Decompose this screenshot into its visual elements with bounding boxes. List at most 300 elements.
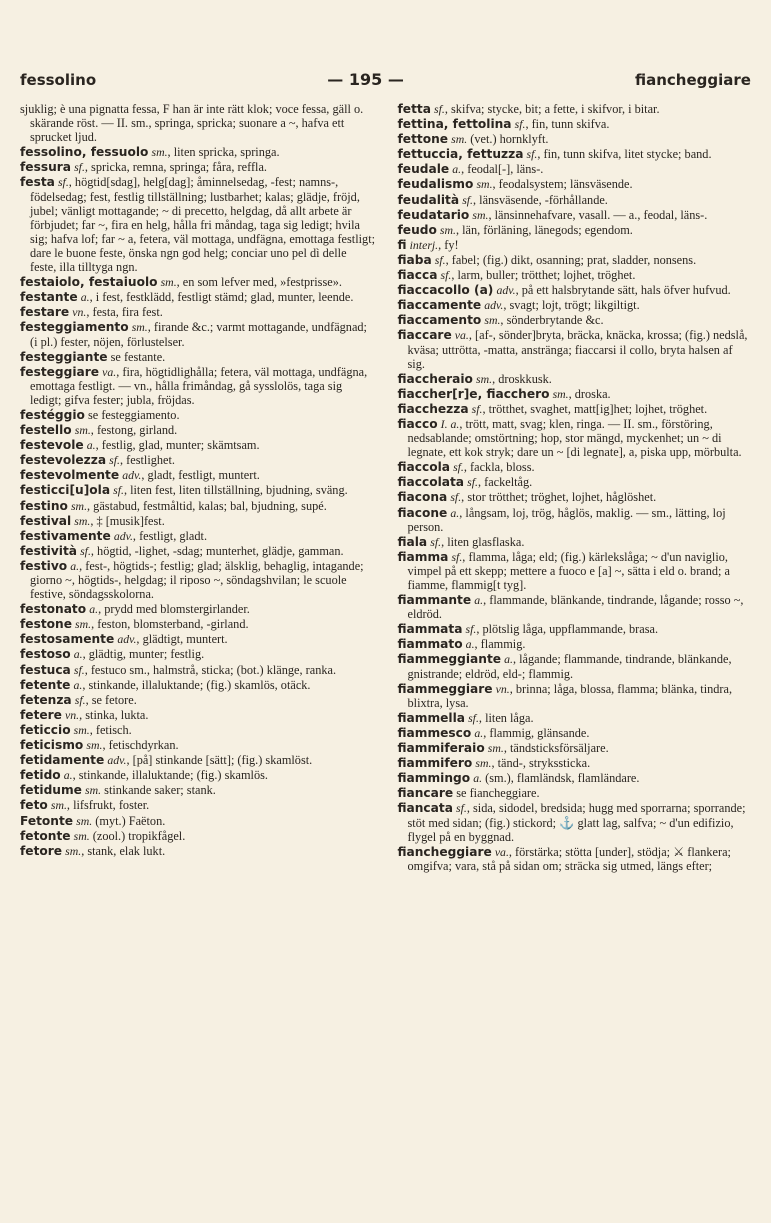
entry-definition: , feodalsystem; länsväsende. [492,177,633,192]
entry-definition: , brinna; låga, blossa, flamma; blänka, tindra, blixtra, lysa. [407,681,733,710]
entry-grammar: sf. [440,268,452,283]
entry-headword: fiaccamente [397,298,482,313]
dictionary-entry [398,801,754,843]
entry-grammar: sm. [476,177,493,192]
entry-headword: fiaccher[r]e, fiacchero [397,386,550,401]
page-number: — 195 — [327,70,404,89]
entry-grammar: sf. [468,710,479,725]
entry-definition: , feston, blomsterband, -girland. [91,617,249,632]
dictionary-entry [398,637,754,651]
entry-headword: fiammifero [397,756,473,771]
dictionary-entry [20,544,376,558]
entry-grammar: a. [89,602,99,617]
entry-headword: fiacca [397,268,438,283]
entry-definition: , stinkande, illaluktande; (fig.) skamlös. [72,768,268,783]
entry-definition: , liten glasflaska. [441,534,525,549]
dictionary-entry [398,223,754,237]
entry-grammar: va. [494,844,509,859]
dictionary-entry [20,275,376,289]
entry-definition: , länsinnehafvare, vasall. — a., feodal, läns-. [488,207,708,222]
entry-grammar: sm. [131,320,148,335]
entry-grammar: adv. [107,753,127,768]
entry-grammar: sf. [73,662,85,677]
entry-headword: fessolino, fessuolo [20,145,149,160]
entry-headword: festéggio [20,407,85,422]
entry-headword: fiaccola [397,460,450,475]
dictionary-entry [398,328,754,370]
entry-headword: festino [20,498,68,513]
entry-definition: , fackeltåg. [477,475,533,490]
entry-grammar: sm. [74,423,91,438]
dictionary-entry [20,738,376,752]
entry-grammar: sm. [50,798,67,813]
entry-headword: fiammeggiare [397,681,493,696]
dictionary-entry [398,268,754,282]
dictionary-entry [398,711,754,725]
entry-definition: , gästabud, festmåltid, kalas; bal, bjudning, supé. [87,498,327,513]
dictionary-entry [398,402,754,416]
dictionary-entry [20,844,376,858]
entry-definition: , fira, högtidlighålla; fetera, väl mottaga, undfägna, emottaga festligt. — vn., hålla frimåndag, gå sysslolös, taga sig ledigt; gifva fester; jubla, fröjdas. [30,364,368,407]
entry-definition: , firande &c.; varmt mottagande, undfägnad; (i pl.) fester, nöjen, förlustelser. [30,320,367,349]
entry-grammar: va. [454,328,469,343]
entry-grammar: a. [465,637,475,652]
entry-definition: , festong, girland. [90,423,178,438]
entry-headword: festevolezza [20,453,107,468]
dictionary-entry [398,253,754,267]
entry-headword: fiancata [397,801,453,816]
dictionary-entry [398,162,754,176]
entry-headword: fi [397,237,407,252]
entry-headword: festival [20,513,72,528]
entry-definition: , stank, elak lukt. [81,843,166,858]
dictionary-entry [20,829,376,843]
entry-grammar: sm. [65,843,82,858]
dictionary-entry [20,708,376,722]
entry-headword: fiaccacollo (a) [397,283,494,298]
entry-definition: , länsväsende, -förhållande. [473,192,608,207]
entry-headword: fiancheggiare [397,844,492,859]
entry-definition: , festligt, gladt. [132,528,208,543]
entry-grammar: sm. [151,145,168,160]
dictionary-entry [398,490,754,504]
entry-grammar: a. [474,725,484,740]
dictionary-entry [20,602,376,616]
entry-definition: , [af-, sönder]bryta, bräcka, knäcka, krossa; (fig.) nedslå, kväsa; uttrötta, -matta, anstränga; fiaccarsi il collo, bryta halsen af sig. [407,328,748,371]
entry-headword: feudatario [397,207,470,222]
entry-headword: festare [20,305,70,320]
dictionary-entry [398,313,754,327]
entry-definition: , i fest, festklädd, festligt stämd; glad, munter, leende. [89,290,354,305]
entry-definition: , på ett halsbrytande sätt, hals öfver hufvud. [515,283,731,298]
entry-headword: festante [20,290,78,305]
entry-definition: , sida, sidodel, bredsida; hugg med sporrarna; sporrande; stöt med sidan; (fig.) stickord; ⚓ glatt lag, salfva; ~ d'un edifizio, flygel på en byggnad. [407,801,746,844]
entry-grammar: adv. [496,283,516,298]
entry-headword: festosamente [20,632,115,647]
entry-headword: festivamente [20,528,111,543]
dictionary-entry [20,499,376,513]
entry-definition: , ‡ [musik]fest. [90,513,165,528]
entry-headword: fiaccamento [397,313,482,328]
dictionary-entry [20,617,376,631]
entry-grammar: interj. [409,237,439,252]
entry-grammar: sm. [439,222,456,237]
entry-definition: , lifsfrukt, foster. [66,798,150,813]
entry-grammar: a. [86,438,96,453]
entry-definition: , fest-, högtids-; festlig; glad; älsklig, behaglig, intagande; giorno ~, högtids-, helgdag; il riposo ~, söndagshvilan; le scuole festive, söndagsskolorna. [30,558,364,602]
entry-grammar: a. [73,677,83,692]
entry-grammar: sm. [70,498,88,513]
entry-definition: , en som lefver med, »festprisse». [176,275,342,290]
dictionary-entry [398,622,754,636]
entry-headword: festivo [20,558,68,573]
dictionary-entry [398,475,754,489]
entry-grammar: a. [80,290,90,305]
entry-grammar: adv. [484,298,504,313]
header-left-guideword: fessolino [20,71,97,89]
entry-headword: fiaccolata [397,475,465,490]
dictionary-entry [398,652,754,680]
dictionary-entry [398,741,754,755]
entry-headword: festonato [20,602,87,617]
dictionary-entry [398,177,754,191]
entry-headword: fiaba [397,252,432,267]
entry-headword: fiancare [397,786,454,801]
entry-definition: , flammig, glänsande. [483,725,590,740]
entry-headword: feudale [397,162,450,177]
entry-headword: fiammante [397,593,472,608]
entry-definition: sjuklig; è una pignatta fessa, F han är inte rätt klok; voce fessa, gäll o. skärande röst. — II. sm., springa, spricka; suonare a ~, hafva ett sprucket ljud. [20,102,364,145]
entry-grammar: sm. [85,783,102,798]
dictionary-entry [398,550,754,592]
dictionary-entry [20,350,376,364]
entry-grammar: sm. [86,738,103,753]
entry-headword: fetore [20,843,63,858]
entry-headword: fiammingo [397,771,471,786]
entry-definition: , fackla, bloss. [463,460,535,475]
entry-headword: festone [20,617,72,632]
entry-definition: , festlighet. [120,453,175,468]
dictionary-entry [20,632,376,646]
entry-headword: feticismo [20,738,84,753]
entry-grammar: sf. [526,147,538,162]
entry-grammar: sf. [471,401,483,416]
entry-grammar: adv. [113,528,133,543]
entry-headword: fiammata [397,622,463,637]
header-right-guideword: fiancheggiare [635,71,751,89]
dictionary-entry [20,529,376,543]
entry-definition: , fetischdyrkan. [102,738,179,753]
dictionary-entry [20,663,376,677]
entry-grammar: sm. [74,513,91,528]
entry-definition: (zool.) tropikfågel. [89,828,186,843]
dictionary-entry [398,726,754,740]
dictionary-entry [398,535,754,549]
columns [20,102,753,874]
entry-definition: , högtid[sdag], helg[dag]; åminnelsedag, -fest; namns-, födelsedag; fest, festlig tillställning; lustbarhet; kalas; glädje, fröjd, jubel; vänligt mottagande; ~ di precetto, helgdag, då allt arbete är förbjudet; far ~, fira en helg, hålla fri måndag, taga sig ledigt; hvila sig; hafva lof; far ~ a, fetera, väl mottaga, undfägna, emottaga festligt; dare le buone feste, önska ngn god helg; conciar uno pel dì delle feste, illa tilltyga ngn. [30,175,376,275]
dictionary-entry [20,160,376,174]
entry-grammar: sf. [109,453,120,468]
entry-definition: , liten spricka, springa. [167,145,280,160]
entry-grammar: sm. [73,828,90,843]
entry-definition: , fin, tunn skifva. [525,117,610,132]
entry-definition: , glädtigt, muntert. [136,632,228,647]
entry-grammar: sm. [73,722,90,737]
entry-grammar: a. [450,505,460,520]
entry-definition: , larm, buller; trötthet; lojhet, tröghet. [451,268,636,283]
dictionary-entry [20,320,376,348]
dictionary-entry [398,283,754,297]
dictionary-entry [20,453,376,467]
entry-headword: festevole [20,438,84,453]
dictionary-entry [398,193,754,207]
entry-headword: fiacco [397,416,438,431]
entry-grammar: sm. [484,313,501,328]
entry-grammar: a. [504,652,513,667]
entry-headword: fiammesco [397,725,472,740]
dictionary-entry [398,682,754,710]
entry-grammar: adv. [117,632,137,647]
dictionary-entry [20,783,376,797]
entry-grammar: va. [102,364,117,379]
entry-grammar: sm. [475,756,492,771]
entry-definition: , flammig. [474,637,526,652]
entry-definition: , lågande; flammande, tindrande, blänkande, gnistrande; eldröd, eld-; flammig. [407,652,732,681]
entry-definition: , skifva; stycke, bit; a fette, i skifvor, i bitar. [444,102,660,116]
dictionary-entry [398,208,754,222]
entry-grammar: a. [474,593,484,608]
dictionary-entry [20,798,376,812]
entry-definition: , trött, matt, svag; klen, ringa. — II. sm., förstöring, nedsablande; omstörtning; hop, stor mängd, myckenhet; un ~ di legnate, ett kok stryk; dare un ~ [di legnate], a, piska upp, mörbulta. [407,416,742,460]
entry-headword: feticcio [20,722,71,737]
entry-definition: , långsam, loj, trög, håglös, maklig. — sm., lätting, loj person. [407,505,726,534]
entry-headword: fiammeggiante [397,652,502,667]
entry-definition: , se fetore. [85,692,137,707]
dictionary-entry [20,145,376,159]
entry-definition: , trötthet, svaghet, matt[ig]het; lojhet, tröghet. [482,401,708,416]
entry-grammar: sf. [434,252,446,267]
entry-headword: festa [20,175,55,190]
entry-grammar: sm. [487,741,504,756]
entry-definition: , tändsticksförsäljare. [503,741,609,756]
dictionary-entry [398,298,754,312]
entry-definition: , liten fest, liten tillställning, bjudning, sväng. [123,483,348,498]
dictionary-entry [398,132,754,146]
entry-grammar: a. [73,647,83,662]
entry-headword: festeggiante [20,349,108,364]
entry-definition: , flamma, låga; eld; (fig.) kärlekslåga; ~ d'un naviglio, vimpel på ett skepp; mettere a fuoco e [a] ~, sätta i eld o. brand; a fiamme, flammig[t tyg]. [407,549,730,592]
dictionary-entry [398,387,754,401]
entry-headword: fetere [20,707,62,722]
entry-definition: (sm.), flamländsk, flamländare. [482,771,640,786]
dictionary-entry [20,814,376,828]
entry-headword: festicci[u]ola [20,483,111,498]
entry-grammar: sm. [160,275,177,290]
entry-grammar: sf. [430,534,442,549]
page-header [20,70,751,96]
left-column [20,102,376,874]
entry-grammar: sf. [456,801,467,816]
dictionary-entry [20,408,376,422]
entry-definition: , län, förläning, länegods; egendom. [455,222,633,237]
entry-definition: , festuco sm., halmstrå, sticka; (bot.) klänge, ranka. [84,662,337,677]
entry-grammar: sf. [434,102,445,116]
dictionary-entry [20,365,376,407]
dictionary-entry [398,238,754,252]
dictionary-entry [398,786,754,800]
dictionary-entry [20,559,376,601]
dictionary-entry [398,845,754,873]
entry-grammar: sf. [514,117,526,132]
entry-headword: fessura [20,160,71,175]
entry-grammar: vn. [495,681,510,696]
entry-definition: , fetisch. [89,722,132,737]
entry-headword: feudo [397,222,437,237]
entry-definition: , droska. [568,386,611,401]
entry-definition: , stinkande, illaluktande; (fig.) skamlös, otäck. [82,677,311,692]
entry-headword: fettina, fettolina [397,117,512,132]
entry-definition: , stinka, lukta. [79,707,149,722]
entry-definition: , spricka, remna, springa; fåra, reffla. [84,160,267,175]
entry-headword: feudalismo [397,177,474,192]
entry-grammar: I. a. [440,416,460,431]
entry-grammar: sf. [74,692,86,707]
entry-definition: , [på] stinkande [sätt]; (fig.) skamlöst. [126,753,313,768]
entry-grammar: sf. [113,483,124,498]
entry-grammar: adv. [122,468,142,483]
entry-headword: festoso [20,647,71,662]
entry-headword: fetido [20,768,61,783]
entry-definition: , högtid, -lighet, -sdag; munterhet, glädje, gamman. [90,543,344,558]
entry-grammar: sm. [75,617,92,632]
entry-grammar: sm. [476,371,493,386]
entry-definition: se fiancheggiare. [456,786,540,801]
entry-headword: festello [20,423,72,438]
entry-headword: fiamma [397,549,449,564]
entry-headword: fiaccare [397,328,452,343]
entry-headword: fetonte [20,828,71,843]
dictionary-entry [20,175,376,274]
entry-grammar: vn. [65,707,80,722]
dictionary-entry [398,372,754,386]
right-column [398,102,754,874]
entry-headword: Fetonte [20,813,74,828]
entry-headword: fiacchezza [397,401,469,416]
entry-headword: fiammiferaio [397,741,485,756]
entry-headword: fiammato [397,637,463,652]
entry-grammar: sf. [462,192,474,207]
dictionary-entry [398,593,754,621]
entry-grammar: sf. [451,549,463,564]
dictionary-entry [20,290,376,304]
dictionary-entry [398,756,754,770]
entry-definition: se festeggiamento. [88,407,180,422]
dictionary-entry [398,460,754,474]
entry-definition: , droskkusk. [492,371,552,386]
entry-definition: , gladt, festligt, muntert. [141,468,260,483]
entry-grammar: sm. [472,207,489,222]
dictionary-entry [20,647,376,661]
entry-grammar: sf. [80,543,91,558]
dictionary-entry [20,514,376,528]
entry-grammar: sm. [552,386,569,401]
entry-headword: festaiolo, festaiuolo [20,275,158,290]
entry-headword: fiacone [397,505,448,520]
entry-definition: , plötslig låga, uppflammande, brasa. [476,622,659,637]
entry-definition: , festa, fira fest. [86,305,163,320]
dictionary-entry [20,693,376,707]
entry-grammar: a. [63,768,73,783]
entry-headword: fiacona [397,490,448,505]
dictionary-entry [398,147,754,161]
entry-headword: fetidamente [20,753,105,768]
entry-definition: stinkande saker; stank. [101,783,216,798]
dictionary-entry [398,771,754,785]
dictionary-entry [398,417,754,459]
entry-definition: , feodal[-], läns-. [461,162,544,177]
entry-headword: fetente [20,677,71,692]
dictionary-entry [20,468,376,482]
entry-grammar: sm. [451,132,468,147]
entry-definition: (myt.) Faëton. [92,813,166,828]
dictionary-entry [20,678,376,692]
dictionary-entry [20,102,376,144]
entry-grammar: sf. [57,175,69,190]
dictionary-entry [398,506,754,534]
entry-grammar: a. [70,558,80,573]
entry-definition: , glädtig, munter; festlig. [82,647,205,662]
entry-grammar: sf. [465,622,477,637]
entry-grammar: vn. [72,305,87,320]
entry-grammar: sf. [467,475,478,490]
entry-definition: , tänd-, strykssticka. [491,756,591,771]
entry-headword: fiammella [397,710,466,725]
entry-grammar: sm. [76,813,93,828]
entry-headword: festuca [20,662,71,677]
entry-headword: festevolmente [20,468,120,483]
dictionary-entry [20,305,376,319]
entry-definition: , fy! [438,237,459,252]
entry-definition: , festlig, glad, munter; skämtsam. [95,438,260,453]
dictionary-entry [20,723,376,737]
entry-headword: festeggiare [20,364,100,379]
dictionary-entry [398,117,754,131]
dictionary-entry [20,438,376,452]
dictionary-entry [20,423,376,437]
entry-definition: (vet.) hornklyft. [467,132,549,147]
entry-definition: , liten låga. [478,710,534,725]
entry-headword: fiala [397,534,428,549]
dictionary-entry [20,753,376,767]
entry-definition: , prydd med blomstergirlander. [98,602,250,617]
entry-definition: , fabel; (fig.) dikt, osanning; prat, sladder, nonsens. [445,252,697,267]
entry-definition: , stor trötthet; tröghet, lojhet, håglöshet. [461,490,657,505]
entry-definition: , flammande, blänkande, tindrande, lågande; rosso ~, eldröd. [407,593,744,622]
entry-headword: fettone [397,132,449,147]
entry-headword: feudalità [397,192,460,207]
entry-definition: , förstärka; stötta [under], stödja; ⚔ flankera; omgifva; vara, stå på sidan om; sträcka sig utmed, längs efter; [407,844,731,873]
dictionary-entry [398,102,754,116]
entry-headword: fettuccia, fettuzza [397,147,524,162]
dictionary-entry [20,768,376,782]
entry-grammar: sf. [74,160,85,175]
entry-headword: fiaccheraio [397,371,473,386]
entry-headword: feto [20,798,48,813]
entry-definition: se festante. [110,349,166,364]
entry-grammar: sf. [453,460,464,475]
entry-definition: , svagt; lojt, trögt; likgiltigt. [503,298,640,313]
entry-headword: fetidume [20,783,82,798]
